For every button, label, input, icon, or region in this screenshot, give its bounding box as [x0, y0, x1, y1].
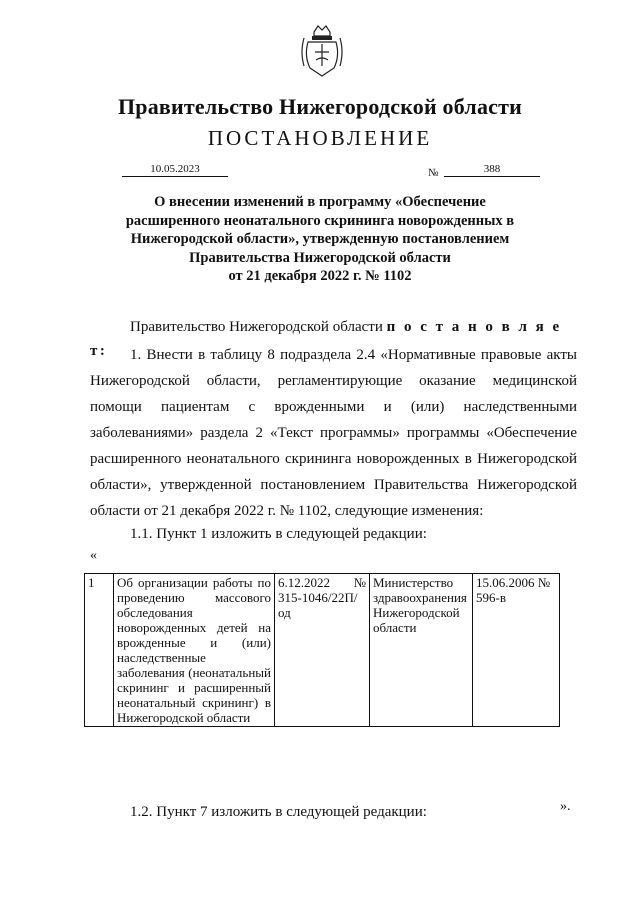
quote-open: «: [90, 548, 97, 563]
preamble-emphasis: п о с т а н о в л я е т:: [90, 319, 562, 359]
title-line: Правительства Нижегородской области: [189, 249, 451, 266]
decree-date: 10.05.2023: [122, 163, 228, 177]
quote-close: ».: [560, 799, 571, 814]
preamble-text: Правительство Нижегородской области: [130, 319, 383, 335]
table-row: [85, 574, 560, 727]
paragraph-1-2: 1.2. Пункт 7 изложить в следующей редакции:: [130, 804, 427, 820]
title-line: О внесении изменений в программу «Обеспечение: [154, 194, 486, 210]
decree-number: 388: [444, 163, 540, 177]
paragraph-1-1: 1.1. Пункт 1 изложить в следующей редакции:: [130, 526, 427, 542]
government-name: Правительство Нижегородской области: [117, 94, 522, 119]
cell-act: 6.12.2022 № 315-1046/22П/од: [275, 574, 370, 727]
cell-name: Об организации работы по проведению массового обследования новорожденных детей на врожденные и (или) наследственные заболевания (неонатальный скрининг и расширенный неонатальный скрининг) в Нижегородской области: [114, 574, 275, 727]
paragraph-1: 1. Внести в таблицу 8 подраздела 2.4 «Нормативные правовые акты Нижегородской области, регламентирующие оказание медицинской помощи пациентам с врожденными и (или) наследственными заболеваниями» раздела 2 «Текст программы» программы «Обеспечение расширенного неонатального скрининга новорожденных в Нижегородской области», утвержденной постановлением Правительства Нижегородской области от 21 декабря 2022 г. № 1102, следующие изменения:: [90, 347, 577, 519]
title-line: от 21 декабря 2022 г. № 1102: [228, 268, 412, 284]
document-type: ПОСТАНОВЛЕНИЕ: [207, 126, 433, 150]
cell-date: 15.06.2006 № 596-в: [473, 574, 560, 727]
decree-title: [90, 193, 550, 286]
title-line: Нижегородской области», утвержденную постановлением: [130, 231, 510, 247]
coat-of-arms-icon: [300, 22, 344, 80]
title-line: расширенного неонатального скрининга новорожденных в: [125, 212, 515, 229]
cell-number: 1: [85, 574, 114, 727]
cell-authority: Министерство здравоохранения Нижегородской области: [370, 574, 473, 727]
amendment-table: [84, 573, 560, 727]
number-label: №: [428, 167, 439, 179]
